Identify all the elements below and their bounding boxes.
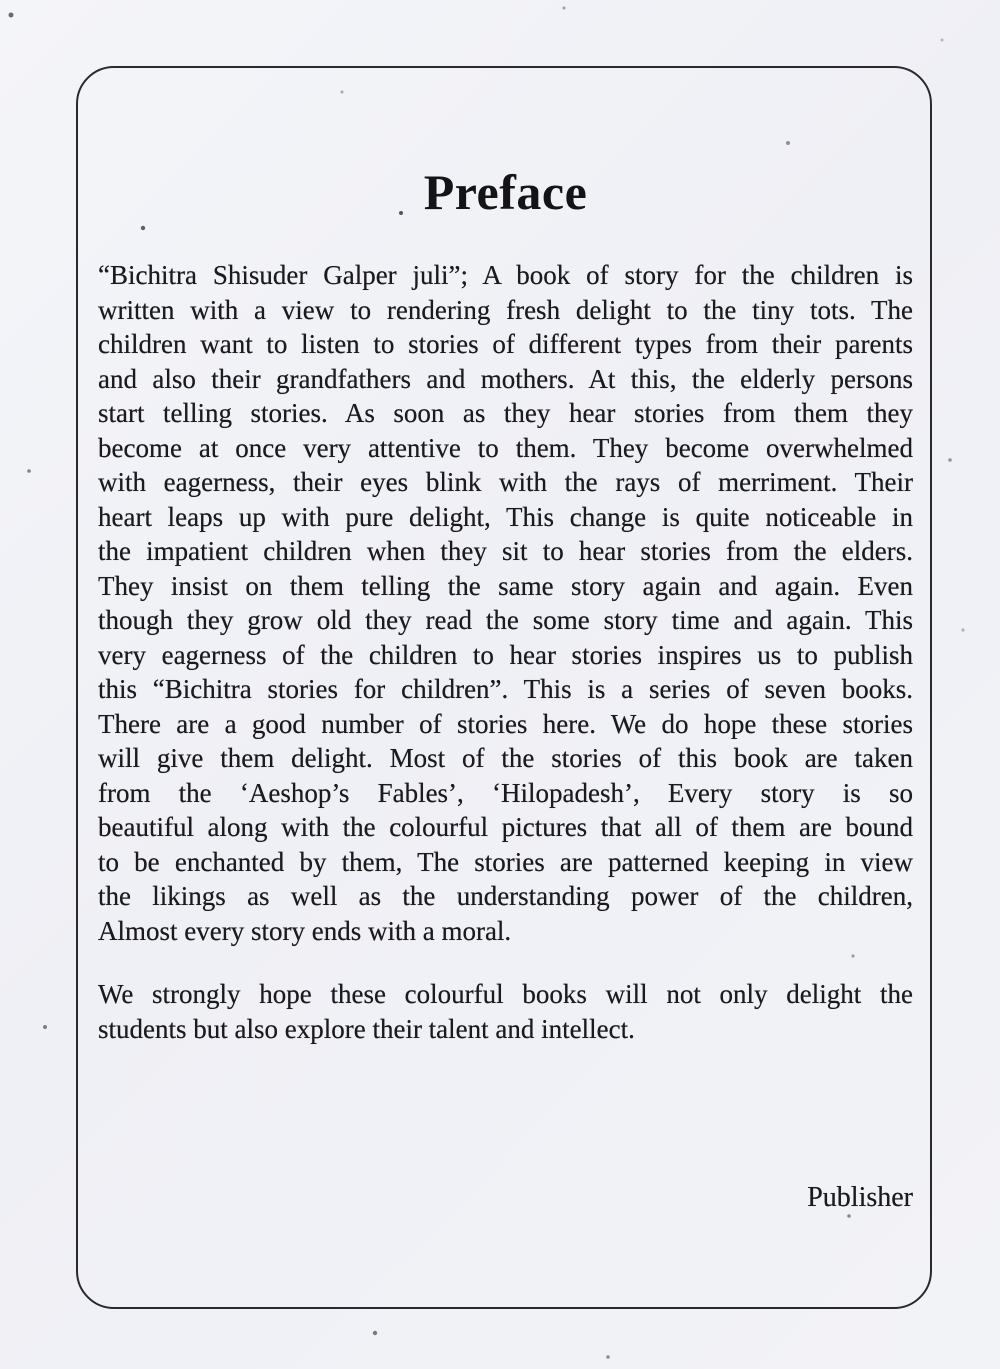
text-line: with eagerness, their eyes blink with the rays of merriment. Their bbox=[98, 467, 913, 497]
text-line: become at once very attentive to them. They become overwhelmed bbox=[98, 432, 913, 463]
text-line: There are a good number of stories here. We do hope these stories bbox=[98, 708, 913, 739]
text-line: and also their grandfathers and mothers. At this, the elderly persons bbox=[98, 363, 913, 394]
text-line: We strongly hope these colourful books will not only delight the bbox=[98, 979, 913, 1009]
text-line: Almost every story ends with a moral. bbox=[98, 915, 512, 946]
text-line: beautiful along with the colourful pictures that all of them are bound bbox=[98, 812, 913, 842]
text-line: written with a view to rendering fresh delight to the tiny tots. The bbox=[98, 294, 913, 325]
text-line: though they grow old they read the some story time and again. This bbox=[98, 605, 913, 635]
text-line: from the ‘Aeshop’s Fables’, ‘Hilopadesh’, Every story is so bbox=[98, 777, 913, 808]
text-line: heart leaps up with pure delight, This change is quite noticeable in bbox=[98, 501, 913, 532]
text-line: the likings as well as the understanding power of the children, bbox=[98, 881, 913, 911]
text-line: start telling stories. As soon as they hear stories from them they bbox=[98, 398, 913, 428]
text-line: this “Bichitra stories for children”. This is a series of seven books. bbox=[98, 674, 913, 704]
page-content bbox=[98, 68, 913, 1215]
text-line: “Bichitra Shisuder Galper juli”; A book of story for the children is bbox=[98, 260, 913, 290]
text-line: the impatient children when they sit to hear stories from the elders. bbox=[98, 536, 913, 566]
text-line: will give them delight. Most of the stories of this book are taken bbox=[98, 743, 913, 773]
page-title: Preface bbox=[423, 164, 588, 220]
text-line: children want to listen to stories of different types from their parents bbox=[98, 329, 913, 359]
text-line: They insist on them telling the same story again and again. Even bbox=[98, 570, 913, 601]
text-line: to be enchanted by them, The stories are patterned keeping in view bbox=[98, 846, 913, 877]
publisher-signature: Publisher bbox=[807, 1182, 913, 1213]
preface-paragraph-2 bbox=[98, 977, 913, 1046]
text-line: very eagerness of the children to hear stories inspires us to publish bbox=[98, 639, 913, 670]
scan-noise-specks bbox=[0, 0, 2, 2]
preface-paragraph-1 bbox=[98, 258, 913, 948]
page-border-frame bbox=[76, 66, 932, 1309]
text-line: students but also explore their talent and intellect. bbox=[98, 1013, 635, 1044]
